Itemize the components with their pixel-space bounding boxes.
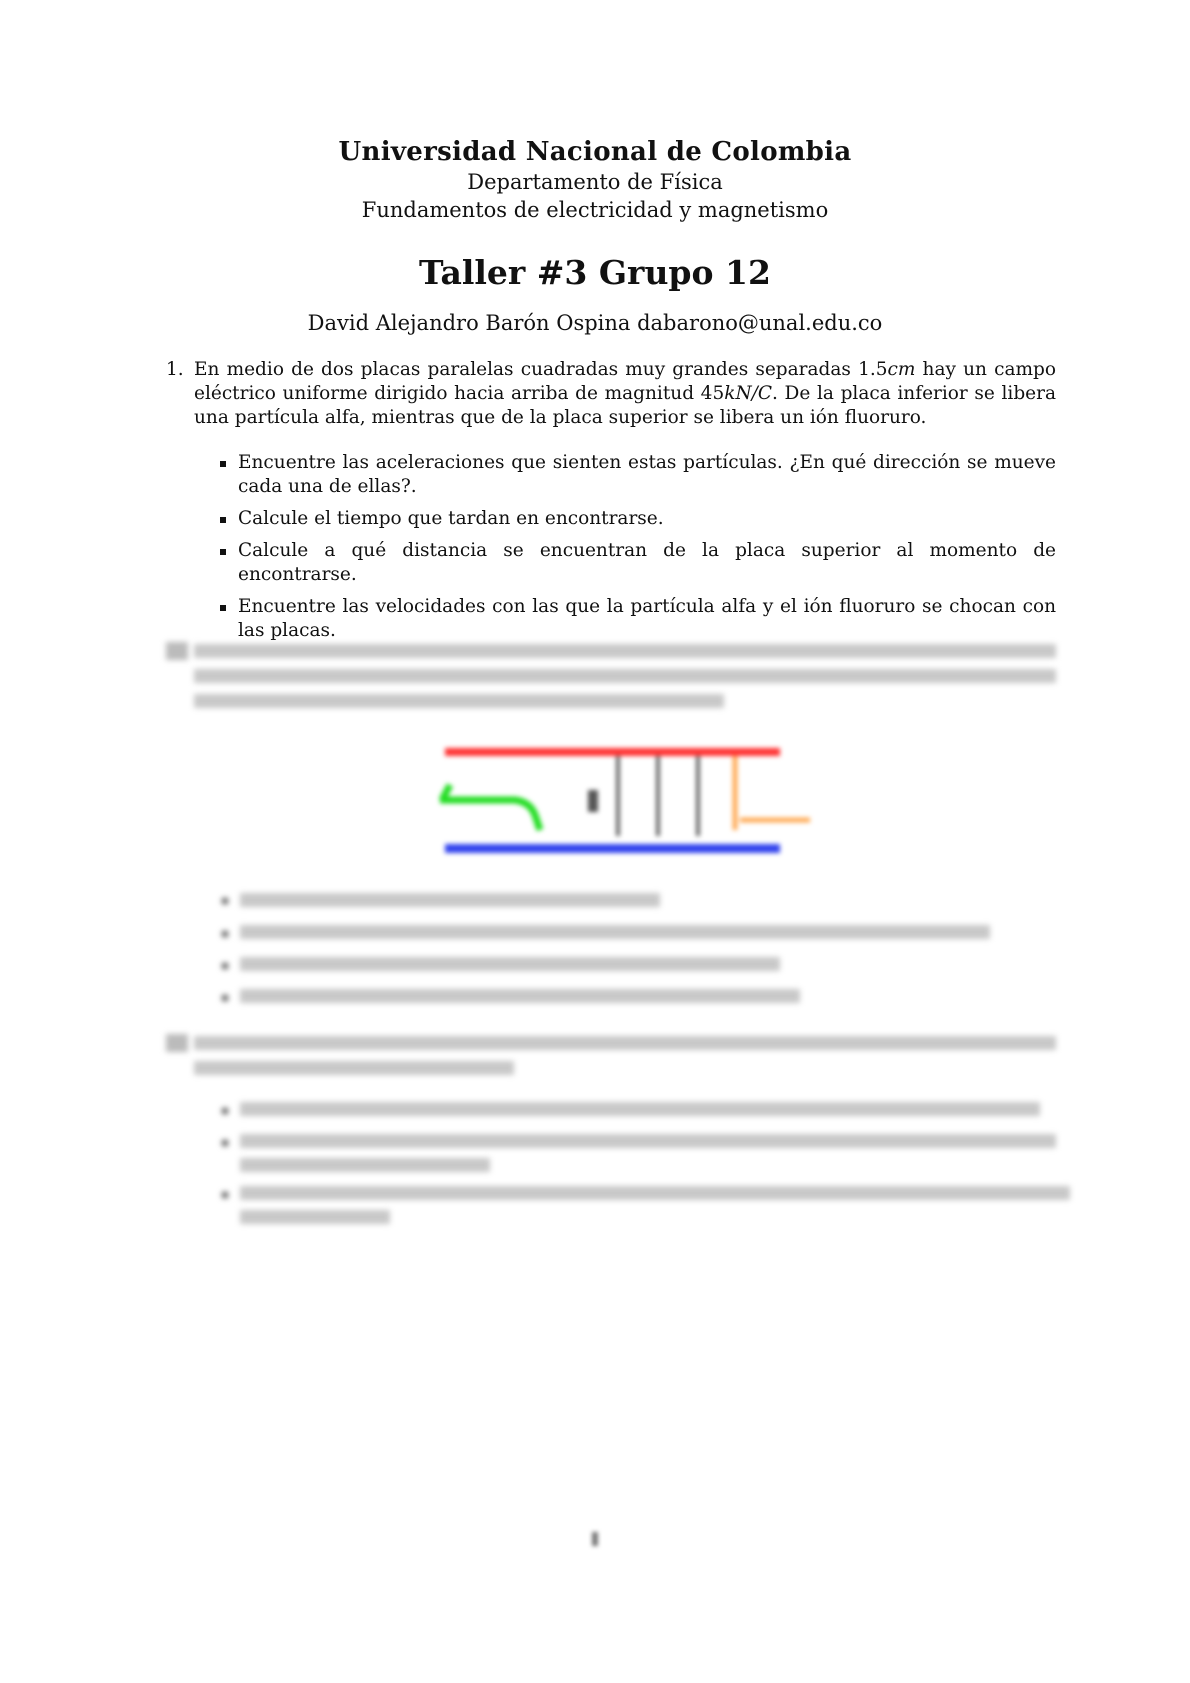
problem-statement xyxy=(194,358,1056,430)
problem-1 xyxy=(166,358,1056,430)
problem-number: 1. xyxy=(166,359,184,380)
item-text: Calcule el tiempo que tardan en encontrarse. xyxy=(238,508,664,529)
document-header xyxy=(0,136,1190,224)
list-item xyxy=(220,451,1056,499)
bottom-plate xyxy=(445,844,780,853)
length-marker xyxy=(735,756,810,830)
redacted-line xyxy=(194,644,1056,658)
electron-trajectory xyxy=(440,785,540,830)
list-item xyxy=(220,507,1056,531)
bullet-icon xyxy=(222,1192,228,1198)
redacted-line xyxy=(240,1134,1056,1148)
redacted-line xyxy=(194,1036,1056,1050)
bullet-icon xyxy=(220,517,226,523)
redacted-line xyxy=(240,957,780,971)
redacted-line xyxy=(240,989,800,1003)
top-plate xyxy=(445,748,780,756)
bullet-icon xyxy=(220,461,226,467)
field-label-blur xyxy=(588,790,598,812)
statement-part: hay un campo eléctrico uniforme dirigido hacia arriba de magnitud 45 xyxy=(194,359,1056,404)
bullet-icon xyxy=(220,605,226,611)
statement-part: . De la placa inferior se libera una partícula alfa, mientras que de la placa superior se libera un ión fluoruro. xyxy=(194,383,1056,428)
redacted-line xyxy=(240,1158,490,1172)
list-item xyxy=(220,595,1056,643)
redacted-line xyxy=(240,1210,390,1224)
university-name: Universidad Nacional de Colombia xyxy=(338,137,852,167)
item-text: Encuentre las aceleraciones que sienten estas partículas. ¿En qué dirección se mueve cada una de ellas?. xyxy=(238,452,1056,497)
unit-kn-per-c: kN/C xyxy=(724,383,773,404)
unit-cm: cm xyxy=(887,359,916,380)
redacted-line xyxy=(194,669,1056,683)
bullet-icon xyxy=(220,549,226,555)
problem-2-number-blur xyxy=(166,642,188,660)
redacted-line xyxy=(194,694,724,708)
item-text: Encuentre las velocidades con las que la partícula alfa y el ión fluoruro se chocan con las placas. xyxy=(238,596,1056,641)
bullet-icon xyxy=(222,963,228,969)
page-number-mark xyxy=(592,1532,598,1546)
bullet-icon xyxy=(222,1108,228,1114)
redacted-line xyxy=(240,1186,1070,1200)
author-line: David Alejandro Barón Ospina dabarono@unal.edu.co xyxy=(307,311,883,335)
problem-3-number-blur xyxy=(166,1034,188,1052)
bullet-icon xyxy=(222,931,228,937)
redacted-line xyxy=(240,925,990,939)
department-name: Departamento de Física xyxy=(467,170,723,194)
bullet-icon xyxy=(222,995,228,1001)
statement-part: En medio de dos placas paralelas cuadradas muy grandes separadas 1.5 xyxy=(194,359,888,380)
page-number-blurred xyxy=(0,1530,1190,1551)
course-name: Fundamentos de electricidad y magnetismo xyxy=(361,198,829,222)
parallel-plates-figure xyxy=(430,740,830,860)
redacted-line xyxy=(194,1061,514,1075)
bullet-icon xyxy=(222,898,228,904)
document-title: Taller #3 Grupo 12 xyxy=(419,253,771,292)
list-item xyxy=(220,539,1056,587)
bullet-icon xyxy=(222,1140,228,1146)
problem-1-items xyxy=(220,451,1056,651)
item-text: Calcule a qué distancia se encuentran de la placa superior al momento de encontrarse. xyxy=(238,540,1056,585)
redacted-line xyxy=(240,893,660,907)
redacted-line xyxy=(240,1102,1040,1116)
